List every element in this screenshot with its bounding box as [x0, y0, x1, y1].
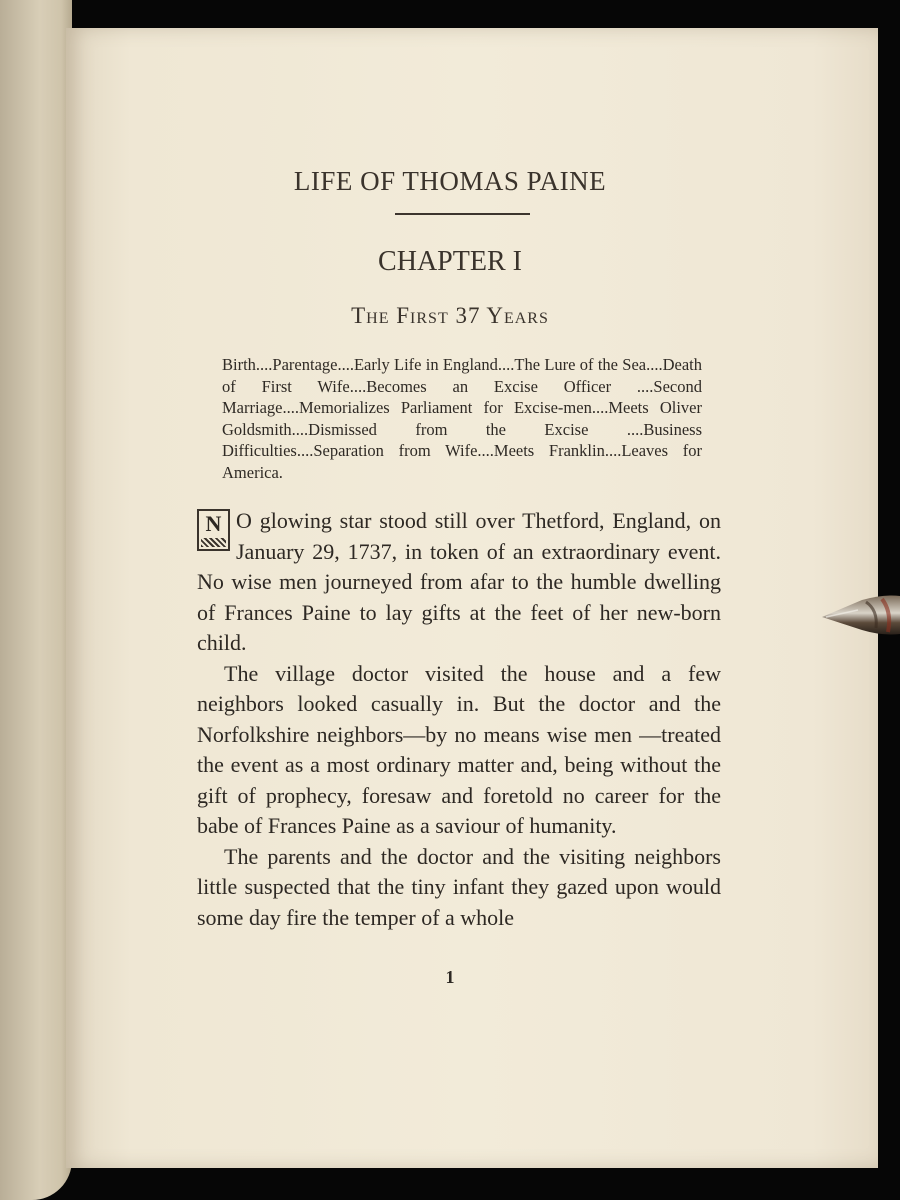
title-rule — [395, 213, 530, 215]
paragraph-1-text: O glowing star stood still over Thetford, England, on January 29, 1737, in token of an extraordinary event. No wise men journeyed from afar to the humble dwelling of Frances Paine to lay gifts at the feet of her new-born child. — [197, 508, 721, 655]
chapter-heading: CHAPTER I — [378, 246, 522, 277]
body-text — [197, 506, 721, 933]
drop-cap-pattern — [201, 538, 226, 547]
pen-tip — [822, 590, 900, 640]
drop-cap-letter: N — [205, 511, 222, 536]
drop-cap-ornament — [197, 509, 230, 551]
paragraph-1 — [197, 506, 721, 659]
running-head: LIFE OF THOMAS PAINE — [293, 166, 607, 196]
chapter-subtitle: The First 37 Years — [351, 303, 549, 328]
chapter-synopsis: Birth....Parentage....Early Life in England....The Lure of the Sea....Death of First Wife....Becomes an Excise Officer ....Second Marriage....Memorializes Parliament for Excise-men....Meets Oliver Goldsmith....Dismissed from the Excise ....Business Difficulties....Separation from Wife....Meets Franklin....Leaves for America. — [222, 355, 702, 482]
page-number: 1 — [445, 967, 455, 987]
paragraph-3: The parents and the doctor and the visiting neighbors little suspected that the tiny infant they gazed upon would some day fire the temper of a whole — [197, 843, 721, 930]
paragraph-2: The village doctor visited the house and a few neighbors looked casually in. But the doctor and the Norfolkshire neighbors—by no means wise men —treated the event as a most ordinary matter and, being without the gift of prophecy, foresaw and foretold no career for the babe of Frances Paine as a saviour of humanity. — [197, 660, 721, 838]
